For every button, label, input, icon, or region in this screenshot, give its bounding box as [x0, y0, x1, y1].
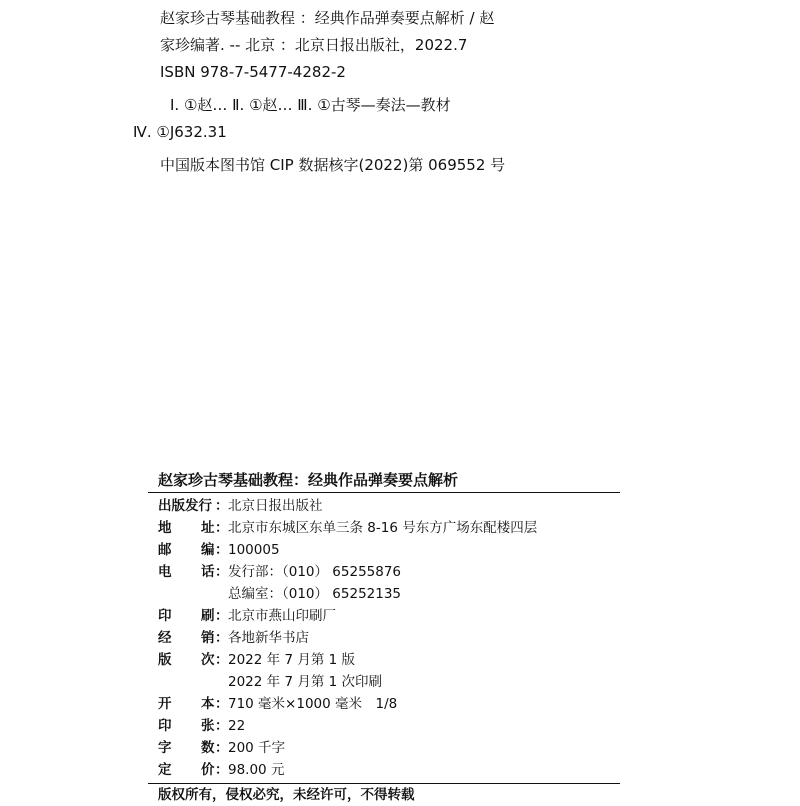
cip-line-call-number: Ⅳ. ①J632.31: [133, 123, 227, 141]
label-colon: ：: [215, 542, 229, 558]
imprint-rows: [148, 493, 620, 781]
imprint-row: [148, 627, 620, 649]
imprint-row-label-second: 价: [201, 762, 215, 778]
imprint-row-label-first: 开: [158, 696, 172, 712]
imprint-row: [148, 715, 620, 737]
imprint-row-label-second: 编: [201, 542, 215, 558]
label-colon: ：: [215, 762, 229, 778]
cip-line-record-number: 中国版本图书馆 CIP 数据核字(2022)第 069552 号: [160, 156, 506, 174]
imprint-row-label-second: 话: [201, 564, 215, 580]
imprint-row-label-second: 址: [201, 520, 215, 536]
imprint-row-label-first: 字: [158, 740, 172, 756]
imprint-row-value: 北京市燕山印刷厂: [228, 608, 336, 624]
cip-line-classification: Ⅰ. ①赵… Ⅱ. ①赵… Ⅲ. ①古琴—奏法—教材: [170, 96, 451, 114]
imprint-row: [148, 759, 620, 781]
imprint-row-label-first: 定: [158, 762, 172, 778]
imprint-row: [148, 649, 620, 671]
cip-line-title: 赵家珍古琴基础教程 ：经典作品弹奏要点解析 / 赵: [160, 9, 495, 27]
imprint-row-value: 2022 年 7 月第 1 次印刷: [228, 674, 382, 690]
imprint-row: [148, 671, 620, 693]
imprint-row-label-first: 电: [158, 564, 172, 580]
label-colon: ：: [215, 498, 229, 514]
label-colon: ：: [215, 520, 229, 536]
imprint-row: [148, 495, 620, 517]
cip-line-isbn: ISBN 978-7-5477-4282-2: [160, 63, 346, 81]
label-colon: ：: [215, 718, 229, 734]
label-colon: ：: [215, 608, 229, 624]
imprint-row-value: 98.00 元: [228, 762, 285, 778]
imprint-row-label-second: 张: [201, 718, 215, 734]
imprint-row-value: 总编室：（010） 65252135: [228, 586, 402, 602]
imprint-row-value: 710 毫米×1000 毫米 1/8: [228, 696, 398, 712]
imprint-row: [148, 517, 620, 539]
imprint-row-value: 各地新华书店: [228, 630, 309, 646]
imprint-row-label-second: 刷: [201, 608, 215, 624]
imprint-row-label-second: 销: [201, 630, 215, 646]
label-colon: ：: [215, 696, 229, 712]
imprint-row-value: 200 千字: [228, 740, 286, 756]
imprint-row-label-first: 地: [158, 520, 172, 536]
imprint-row-label-first: 邮: [158, 542, 172, 558]
imprint-row-value: 发行部：（010） 65255876: [228, 564, 402, 580]
imprint-row-value: 100005: [228, 542, 280, 558]
label-colon: ：: [215, 740, 229, 756]
imprint-row: [148, 737, 620, 759]
imprint-row-label-first: 版: [158, 652, 172, 668]
imprint-row: [148, 583, 620, 605]
imprint-row-label-second: 次: [201, 652, 215, 668]
book-title: 赵家珍古琴基础教程：经典作品弹奏要点解析: [148, 470, 620, 493]
copyright-notice: 版权所有，侵权必究，未经许可，不得转载: [148, 783, 620, 806]
imprint-row-value: 2022 年 7 月第 1 版: [228, 652, 355, 668]
label-colon: ：: [215, 630, 229, 646]
imprint-row: [148, 561, 620, 583]
imprint-row-value: 北京日报出版社: [228, 498, 323, 514]
imprint-row: [148, 539, 620, 561]
imprint-row-label-first: 印: [158, 718, 172, 734]
imprint-row-label-first: 经: [158, 630, 172, 646]
imprint-row-label-first: 印: [158, 608, 172, 624]
imprint-row-label-second: 数: [201, 740, 215, 756]
label-colon: ：: [215, 564, 229, 580]
imprint-row: [148, 693, 620, 715]
cip-line-author-publisher: 家珍编著. -- 北京 ：北京日报出版社，2022.7: [160, 36, 468, 54]
imprint-row-value: 22: [228, 718, 246, 734]
label-colon: ：: [215, 652, 229, 668]
imprint-row: [148, 605, 620, 627]
imprint-row-value: 北京市东城区东单三条 8-16 号东方广场东配楼四层: [228, 520, 538, 536]
imprint-block: [148, 470, 620, 806]
imprint-row-label-second: 本: [201, 696, 215, 712]
imprint-row-label: 出版发行: [158, 498, 212, 514]
